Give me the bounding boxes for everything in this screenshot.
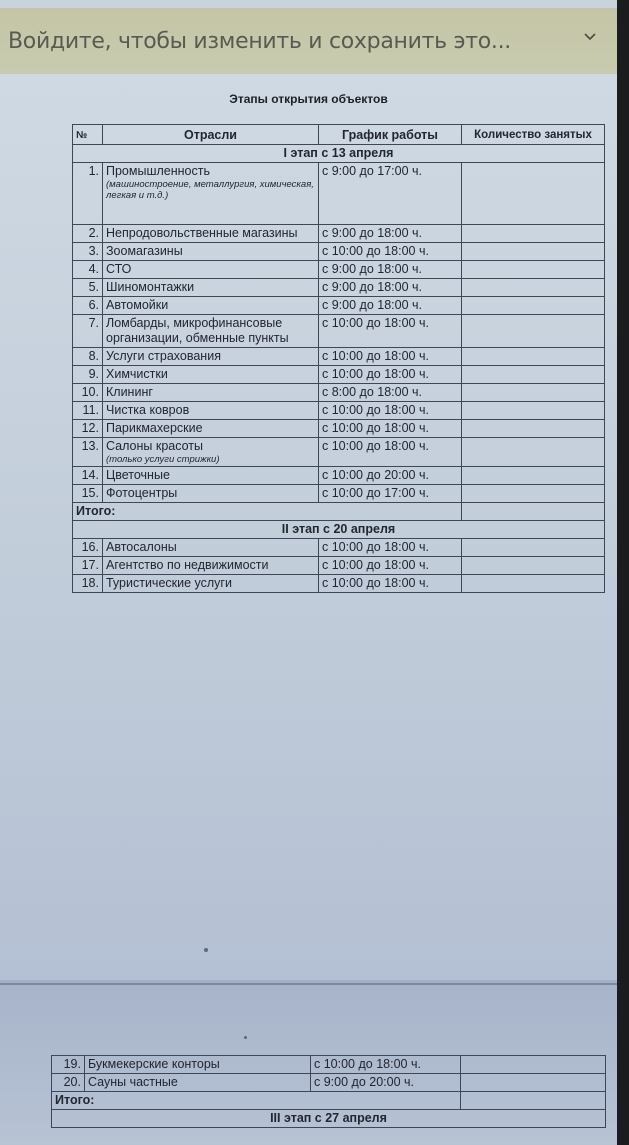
stage-3-header: III этап с 27 апреля <box>52 1110 606 1128</box>
table-header-row <box>73 125 605 145</box>
speck <box>244 1036 247 1039</box>
row-note: (только услуги стрижки) <box>106 454 220 465</box>
table-row: 15. Фотоцентры с 10:00 до 17:00 ч. <box>73 485 605 503</box>
total-label: Итого: <box>52 1092 461 1110</box>
banner-title[interactable]: Войдите, чтобы изменить и сохранить это... <box>8 28 511 54</box>
chevron-down-icon[interactable] <box>583 30 597 44</box>
table-row: 3. Зоомагазины с 10:00 до 18:00 ч. <box>73 243 605 261</box>
col-header-industry: Отрасли <box>103 125 319 145</box>
table-row: 12. Парикмахерские с 10:00 до 18:00 ч. <box>73 420 605 438</box>
col-header-number: № <box>73 125 103 145</box>
table-row: 11. Чистка ковров с 10:00 до 18:00 ч. <box>73 402 605 420</box>
table-row: 19. Букмекерские конторы с 10:00 до 18:00 ч. <box>52 1056 606 1074</box>
col-header-employees: Количество занятых <box>462 125 605 145</box>
sign-in-banner[interactable] <box>0 8 617 74</box>
schedule-table-page-2 <box>51 1055 606 1128</box>
col-header-hours: График работы <box>319 125 462 145</box>
speck <box>204 948 208 952</box>
table-row: 4. СТО с 9:00 до 18:00 ч. <box>73 261 605 279</box>
stage-2-total-row <box>52 1092 606 1110</box>
stage-2-header: II этап с 20 апреля <box>73 521 605 539</box>
table-row: 16. Автосалоны с 10:00 до 18:00 ч. <box>73 539 605 557</box>
table-row: 5. Шиномонтажки с 9:00 до 18:00 ч. <box>73 279 605 297</box>
table-row: 9. Химчистки с 10:00 до 18:00 ч. <box>73 366 605 384</box>
table-row: 17. Агентство по недвижимости с 10:00 до 18:00 ч. <box>73 557 605 575</box>
total-label: Итого: <box>73 503 462 521</box>
table-row: 7. Ломбарды, микрофинансовые организации, обменные пункты с 10:00 до 18:00 ч. <box>73 315 605 348</box>
table-row: 6. Автомойки с 9:00 до 18:00 ч. <box>73 297 605 315</box>
table-row: 10. Клининг с 8:00 до 18:00 ч. <box>73 384 605 402</box>
table-row: 8. Услуги страхования с 10:00 до 18:00 ч. <box>73 348 605 366</box>
table-row: 20. Сауны частные с 9:00 до 20:00 ч. <box>52 1074 606 1092</box>
document-title: Этапы открытия объектов <box>229 92 388 106</box>
table-row: 1. Промышленность (машиностроение, металлургия, химическая, легкая и т.д.) с 9:00 до 17:00 ч. <box>73 163 605 225</box>
table-row: 14. Цветочные с 10:00 до 20:00 ч. <box>73 467 605 485</box>
table-row: 2. Непродовольственные магазины с 9:00 до 18:00 ч. <box>73 225 605 243</box>
row-note: (машиностроение, металлургия, химическая, легкая и т.д.) <box>106 179 314 201</box>
stage-1-total-row <box>73 503 605 521</box>
table-row: 13. Салоны красоты (только услуги стрижки) с 10:00 до 18:00 ч. <box>73 438 605 467</box>
schedule-table-page-1 <box>72 124 605 593</box>
table-row: 18. Туристические услуги с 10:00 до 18:00 ч. <box>73 575 605 593</box>
stage-1-header: I этап с 13 апреля <box>73 145 605 163</box>
